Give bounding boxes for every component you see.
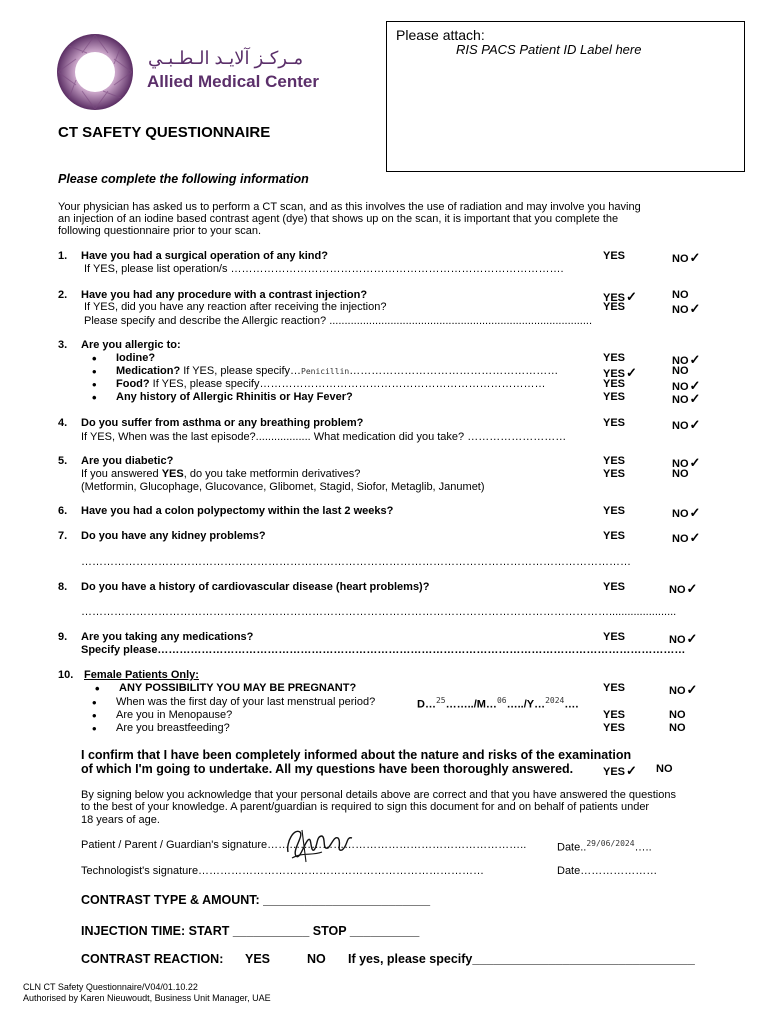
confirm-line-2: of which I'm going to undertake. All my questions have been thoroughly answered. bbox=[81, 762, 574, 776]
attach-instruction: RIS PACS Patient ID Label here bbox=[456, 42, 642, 57]
q2-sub1: If YES, did you have any reaction after receiving the injection? bbox=[84, 301, 387, 313]
check-mark-icon: ✓ bbox=[689, 530, 701, 545]
q3-medication-yes[interactable]: YES✓ bbox=[603, 365, 637, 380]
q8-line: ………………………………………………………………………………………………………………………………...................... bbox=[81, 606, 677, 618]
attach-label: Please attach: bbox=[396, 27, 485, 43]
contrast-reaction-yes[interactable]: YES bbox=[245, 952, 271, 966]
q4-number: 4. bbox=[58, 417, 68, 429]
page-title: CT SAFETY QUESTIONNAIRE bbox=[58, 124, 271, 141]
org-name: Allied Medical Center bbox=[147, 72, 319, 91]
q10-menopause-no[interactable]: NO bbox=[669, 709, 686, 721]
q3-medication: • Medication? If YES, please specify…Penicillin………………………………………………… bbox=[116, 365, 558, 377]
check-mark-icon: ✓ bbox=[626, 763, 637, 778]
q3-rhinitis-yes[interactable]: YES bbox=[603, 391, 626, 403]
ack-line-2: to the best of your knowledge. A parent/guardian is required to sign this document for and on behalf of patients under bbox=[81, 801, 650, 813]
q3-food: • Food? If YES, please specify…………………………………………………………………… bbox=[116, 378, 545, 390]
intro-text-1: Your physician has asked us to perform a CT scan, and as this involves the use of radiation and may involve you having bbox=[58, 201, 641, 213]
q3-iodine: • Iodine? bbox=[116, 352, 155, 364]
q7-no[interactable]: NO✓ bbox=[672, 530, 701, 545]
handwritten-month: 06 bbox=[496, 696, 507, 705]
check-mark-icon: ✓ bbox=[689, 505, 701, 520]
q2-reaction-yes[interactable]: YES bbox=[603, 301, 626, 313]
q2-yes[interactable]: YES✓ bbox=[603, 289, 637, 304]
ack-line-3: 18 years of age. bbox=[81, 814, 160, 826]
check-mark-icon: ✓ bbox=[689, 352, 701, 367]
q9-number: 9. bbox=[58, 631, 68, 643]
q10-breastfeeding-no[interactable]: NO bbox=[669, 722, 686, 734]
handwritten-date: 29/06/2024 bbox=[586, 839, 635, 848]
q5-sub: If you answered YES, do you take metformin derivatives? bbox=[81, 468, 361, 480]
q4-text: Do you suffer from asthma or any breathing problem? bbox=[81, 417, 364, 429]
q6-no[interactable]: NO✓ bbox=[672, 505, 701, 520]
footer-authorised-by: Authorised by Karen Nieuwoudt, Business Unit Manager, UAE bbox=[23, 993, 271, 1003]
q9-sub: Specify please……………………………………………………………………………………………………………………………… bbox=[81, 644, 686, 656]
footer-document-code: CLN CT Safety Questionnaire/V04/01.10.22 bbox=[23, 982, 198, 992]
contrast-reaction-no[interactable]: NO bbox=[307, 952, 326, 966]
intro-heading: Please complete the following information bbox=[58, 172, 309, 186]
contrast-reaction-label: CONTRAST REACTION: bbox=[81, 952, 224, 966]
q9-yes[interactable]: YES bbox=[603, 631, 626, 643]
q5-text: Are you diabetic? bbox=[81, 455, 174, 467]
q8-text: Do you have a history of cardiovascular disease (heart problems)? bbox=[81, 581, 430, 593]
contrast-type-amount[interactable]: CONTRAST TYPE & AMOUNT: ________________________ bbox=[81, 893, 431, 907]
technologist-date[interactable]: Date………………… bbox=[557, 865, 658, 877]
check-mark-icon: ✓ bbox=[626, 365, 637, 380]
q4-sub: If YES, When was the last episode?.................. What medication did you take? ……………………… bbox=[81, 431, 567, 443]
q9-no[interactable]: NO✓ bbox=[669, 631, 698, 646]
q10-breastfeeding-yes[interactable]: YES bbox=[603, 722, 626, 734]
check-mark-icon: ✓ bbox=[686, 631, 698, 646]
q3-food-yes[interactable]: YES bbox=[603, 378, 626, 390]
q3-iodine-yes[interactable]: YES bbox=[603, 352, 626, 364]
check-mark-icon: ✓ bbox=[689, 455, 701, 470]
check-mark-icon: ✓ bbox=[689, 417, 701, 432]
q3-rhinitis-no[interactable]: NO✓ bbox=[672, 391, 701, 406]
q10-period: • When was the first day of your last menstrual period? bbox=[116, 696, 375, 708]
q10-period-date: D…$^{25}$……../M…$^{06}$…../Y…$^{2024}$…. bbox=[417, 696, 579, 711]
injection-time[interactable]: INJECTION TIME: START ___________ STOP __________ bbox=[81, 924, 420, 938]
patient-signature-image bbox=[282, 822, 356, 866]
q10-number: 10. bbox=[58, 669, 74, 681]
q5-yes[interactable]: YES bbox=[603, 455, 626, 467]
q3-text: Are you allergic to: bbox=[81, 339, 181, 351]
q1-number: 1. bbox=[58, 250, 68, 262]
q4-yes[interactable]: YES bbox=[603, 417, 626, 429]
check-mark-icon: ✓ bbox=[689, 378, 701, 393]
q2-reaction-no[interactable]: NO✓ bbox=[672, 301, 701, 316]
q2-text: Have you had any procedure with a contrast injection? bbox=[81, 289, 368, 301]
patient-signature-line[interactable]: Patient / Parent / Guardian's signature…………………………………………………………….. bbox=[81, 839, 527, 851]
q6-number: 6. bbox=[58, 505, 68, 517]
allied-logo-icon bbox=[56, 33, 134, 111]
q7-number: 7. bbox=[58, 530, 68, 542]
ack-line-1: By signing below you acknowledge that your personal details above are correct and that you have answered the questions bbox=[81, 789, 676, 801]
patient-date[interactable]: Date..$^{29/06/2024}$….. bbox=[557, 839, 652, 854]
q2-number: 2. bbox=[58, 289, 68, 301]
q1-no[interactable]: NO✓ bbox=[672, 250, 701, 265]
patient-label-box bbox=[386, 21, 745, 172]
check-mark-icon: ✓ bbox=[689, 250, 701, 265]
q2-sub2: Please specify and describe the Allergic reaction? ...................................................................................... bbox=[84, 315, 593, 327]
q10-pregnant: • ANY POSSIBILITY YOU MAY BE PREGNANT? bbox=[119, 682, 356, 694]
q1-text: Have you had a surgical operation of any kind? bbox=[81, 250, 328, 262]
q5-no[interactable]: NO✓ bbox=[672, 455, 701, 470]
technologist-signature-line[interactable]: Technologist's signature…………………………………………………………………… bbox=[81, 865, 485, 877]
q3-medication-no[interactable]: NO bbox=[672, 365, 689, 377]
q8-no[interactable]: NO✓ bbox=[669, 581, 698, 596]
q1-sub: If YES, please list operation/s ………………………………………………………………………………. bbox=[84, 263, 564, 275]
handwritten-medication: Penicillin bbox=[301, 367, 350, 376]
q8-yes[interactable]: YES bbox=[603, 581, 626, 593]
handwritten-day: 25 bbox=[435, 696, 446, 705]
confirm-no[interactable]: NO bbox=[656, 763, 673, 775]
q6-text: Have you had a colon polypectomy within the last 2 weeks? bbox=[81, 505, 394, 517]
intro-text-2: an injection of an iodine based contrast agent (dye) that shows up on the scan, it is important that you complete the bbox=[58, 213, 619, 225]
q1-yes[interactable]: YES bbox=[603, 250, 626, 262]
q8-number: 8. bbox=[58, 581, 68, 593]
check-mark-icon: ✓ bbox=[626, 289, 637, 304]
q3-iodine-no[interactable]: NO✓ bbox=[672, 352, 701, 367]
q4-no[interactable]: NO✓ bbox=[672, 417, 701, 432]
q7-line: …………………………………………………………………………………………………………………………………… bbox=[81, 556, 631, 568]
intro-text-3: following questionnaire prior to your scan. bbox=[58, 225, 262, 237]
q10-text: Female Patients Only: bbox=[84, 669, 199, 681]
q6-yes[interactable]: YES bbox=[603, 505, 626, 517]
q7-text: Do you have any kidney problems? bbox=[81, 530, 266, 542]
q5-metformin-no[interactable]: NO bbox=[672, 468, 689, 480]
q10-pregnant-no[interactable]: NO✓ bbox=[669, 682, 698, 697]
q2-no[interactable]: NO bbox=[672, 289, 689, 301]
q10-menopause-yes[interactable]: YES bbox=[603, 709, 626, 721]
check-mark-icon: ✓ bbox=[689, 301, 701, 316]
handwritten-year: 2024 bbox=[545, 696, 565, 705]
q9-text: Are you taking any medications? bbox=[81, 631, 254, 643]
check-mark-icon: ✓ bbox=[686, 682, 698, 697]
q10-menopause: • Are you in Menopause? bbox=[116, 709, 232, 721]
org-arabic-name: مـركـز آلايـد الـطـبـي bbox=[148, 48, 304, 68]
contrast-reaction-specify[interactable]: If yes, please specify________________________________ bbox=[348, 952, 695, 966]
q5-number: 5. bbox=[58, 455, 68, 467]
q3-number: 3. bbox=[58, 339, 68, 351]
check-mark-icon: ✓ bbox=[689, 391, 701, 406]
q10-pregnant-yes[interactable]: YES bbox=[603, 682, 626, 694]
q3-food-no[interactable]: NO✓ bbox=[672, 378, 701, 393]
confirm-line-1: I confirm that I have been completely informed about the nature and risks of the examination bbox=[81, 748, 632, 762]
q5-metformin-yes[interactable]: YES bbox=[603, 468, 626, 480]
q3-rhinitis: • Any history of Allergic Rhinitis or Hay Fever? bbox=[116, 391, 353, 403]
confirm-yes[interactable]: YES✓ bbox=[603, 763, 637, 778]
q5-sub2: (Metformin, Glucophage, Glucovance, Glibomet, Stagid, Siofor, Metaglib, Janumet) bbox=[81, 481, 485, 493]
check-mark-icon: ✓ bbox=[686, 581, 698, 596]
q7-yes[interactable]: YES bbox=[603, 530, 626, 542]
q10-breastfeeding: • Are you breastfeeding? bbox=[116, 722, 230, 734]
